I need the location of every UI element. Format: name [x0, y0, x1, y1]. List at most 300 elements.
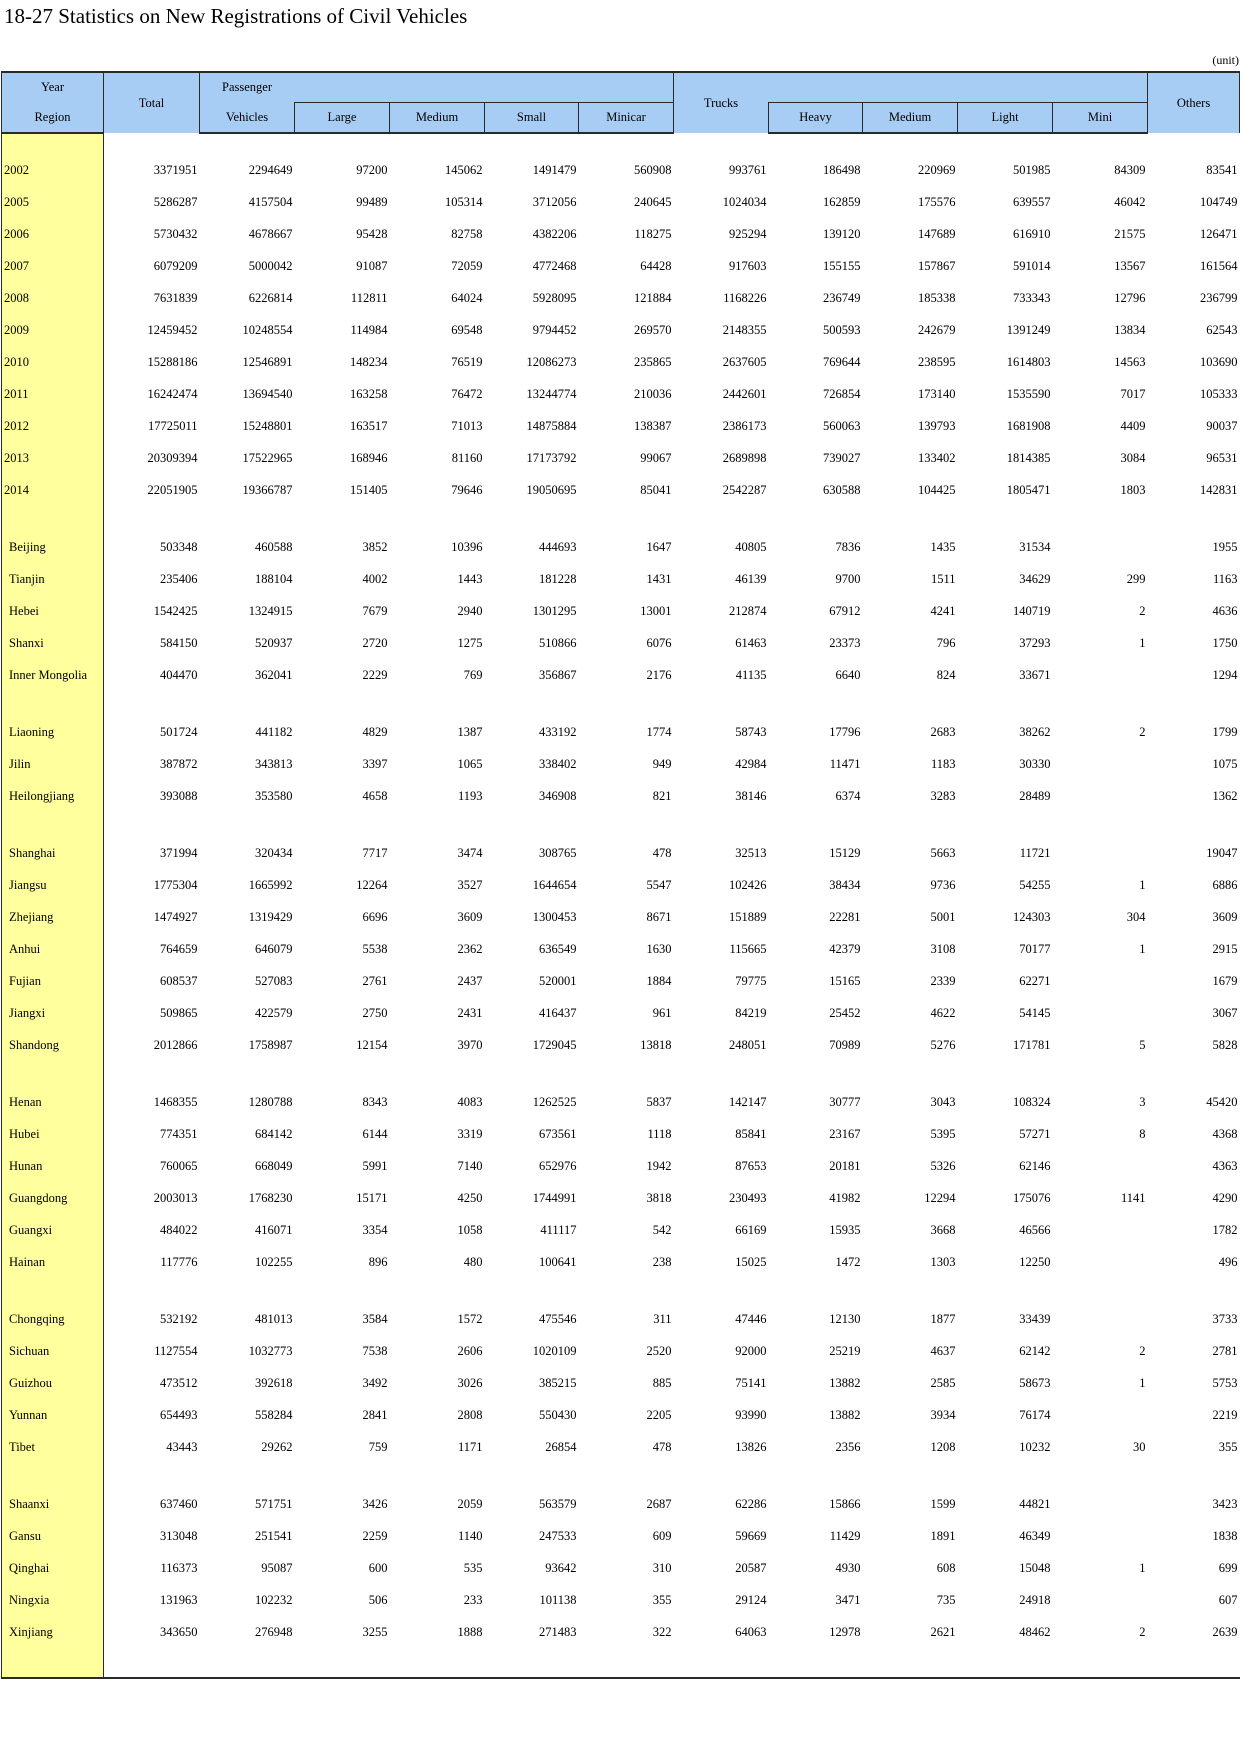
data-cell: 41135 — [735, 667, 767, 682]
data-cell: 769644 — [823, 354, 861, 369]
data-cell: 4409 — [1120, 418, 1146, 433]
data-cell: 22051905 — [147, 482, 198, 497]
data-cell: 2362 — [457, 941, 483, 956]
data-cell: 506 — [368, 1592, 388, 1607]
data-cell: 15025 — [735, 1254, 767, 1269]
data-cell: 480 — [463, 1254, 483, 1269]
data-cell: 1758987 — [248, 1037, 293, 1052]
data-cell: 23167 — [829, 1126, 861, 1141]
data-cell: 4382206 — [532, 226, 577, 241]
row-label-spacer — [2, 1648, 104, 1678]
data-cell: 99489 — [356, 194, 388, 209]
data-cell: 308765 — [539, 845, 577, 860]
data-cell: 1280788 — [248, 1094, 293, 1109]
data-cell: 1472 — [835, 1254, 861, 1269]
data-cell — [1053, 1399, 1148, 1431]
row-label-spacer — [2, 812, 104, 837]
row-label: Anhui — [2, 933, 104, 965]
data-cell: 163517 — [350, 418, 388, 433]
empty-cell — [579, 1278, 674, 1303]
data-cell: 19050695 — [526, 482, 577, 497]
empty-cell — [485, 812, 579, 837]
data-cell: 115665 — [729, 941, 767, 956]
data-cell: 4829 — [362, 724, 388, 739]
table-row — [2, 627, 1240, 659]
table-row — [2, 965, 1240, 997]
data-cell: 2294649 — [248, 162, 293, 177]
data-cell: 2012866 — [153, 1037, 198, 1052]
data-cell: 1065 — [457, 756, 483, 771]
data-cell: 38262 — [1019, 724, 1051, 739]
header-region: Region — [2, 103, 104, 134]
data-cell: 3609 — [1212, 909, 1238, 924]
data-cell: 81160 — [451, 450, 483, 465]
data-cell: 896 — [368, 1254, 388, 1269]
data-cell: 57271 — [1019, 1126, 1051, 1141]
data-cell: 7679 — [362, 603, 388, 618]
data-cell: 639557 — [1013, 194, 1051, 209]
data-cell: 925294 — [729, 226, 767, 241]
data-cell: 114984 — [350, 322, 388, 337]
empty-cell — [958, 1463, 1053, 1488]
vehicle-registrations-table — [1, 71, 1240, 1679]
data-cell: 3067 — [1212, 1005, 1238, 1020]
data-cell: 609 — [652, 1528, 672, 1543]
data-cell: 1127554 — [154, 1343, 198, 1358]
row-label: Beijing — [2, 531, 104, 563]
data-cell: 4290 — [1212, 1190, 1238, 1205]
data-cell: 356867 — [539, 667, 577, 682]
row-label: Qinghai — [2, 1552, 104, 1584]
data-cell: 1511 — [930, 571, 956, 586]
data-cell: 17796 — [829, 724, 861, 739]
header-others: Others — [1148, 72, 1240, 133]
data-cell: 102232 — [255, 1592, 293, 1607]
data-cell: 584150 — [160, 635, 198, 650]
data-cell: 8343 — [362, 1094, 388, 1109]
empty-cell — [104, 1061, 200, 1086]
data-cell: 2639 — [1212, 1624, 1238, 1639]
data-cell: 3426 — [362, 1496, 388, 1511]
table-row — [2, 997, 1240, 1029]
data-cell: 6076 — [646, 635, 672, 650]
data-cell: 142831 — [1200, 482, 1238, 497]
data-cell: 478 — [652, 845, 672, 860]
data-cell: 238595 — [918, 354, 956, 369]
data-cell: 13834 — [1114, 322, 1146, 337]
data-cell: 1644654 — [532, 877, 577, 892]
data-cell: 320434 — [255, 845, 293, 860]
data-cell: 5000042 — [248, 258, 293, 273]
data-cell: 481013 — [255, 1311, 293, 1326]
data-cell: 5663 — [930, 845, 956, 860]
data-cell: 441182 — [255, 724, 293, 739]
data-cell: 61463 — [735, 635, 767, 650]
data-cell: 2205 — [646, 1407, 672, 1422]
data-cell: 1391249 — [1006, 322, 1051, 337]
data-cell: 1888 — [457, 1624, 483, 1639]
data-cell: 124303 — [1013, 909, 1051, 924]
data-cell: 501724 — [160, 724, 198, 739]
empty-cell — [863, 1278, 958, 1303]
empty-cell — [863, 506, 958, 531]
data-cell: 9700 — [835, 571, 861, 586]
data-cell: 759 — [368, 1439, 388, 1454]
row-label: Jiangxi — [2, 997, 104, 1029]
data-cell: 24918 — [1019, 1592, 1051, 1607]
data-cell: 8 — [1139, 1126, 1146, 1141]
data-cell: 2542287 — [722, 482, 767, 497]
data-cell: 76472 — [451, 386, 483, 401]
row-label: Xinjiang — [2, 1616, 104, 1648]
data-cell: 75141 — [735, 1375, 767, 1390]
empty-cell — [200, 1648, 295, 1678]
data-cell: 29262 — [261, 1439, 293, 1454]
empty-cell — [769, 812, 863, 837]
data-cell: 15935 — [829, 1222, 861, 1237]
data-cell: 2339 — [930, 973, 956, 988]
data-cell: 3970 — [457, 1037, 483, 1052]
data-cell: 646079 — [255, 941, 293, 956]
table-row — [2, 378, 1240, 410]
table-row — [2, 1150, 1240, 1182]
data-cell: 4772468 — [532, 258, 577, 273]
data-cell: 4622 — [930, 1005, 956, 1020]
data-cell: 15129 — [829, 845, 861, 860]
data-cell: 42984 — [735, 756, 767, 771]
row-label: Gansu — [2, 1520, 104, 1552]
data-cell: 2520 — [646, 1343, 672, 1358]
data-cell: 100641 — [539, 1254, 577, 1269]
data-cell: 46566 — [1019, 1222, 1051, 1237]
data-cell: 168946 — [350, 450, 388, 465]
data-cell: 1679 — [1212, 973, 1238, 988]
data-cell: 12546891 — [242, 354, 293, 369]
data-cell: 733343 — [1013, 290, 1051, 305]
row-label: 2010 — [2, 346, 104, 378]
data-cell: 6696 — [362, 909, 388, 924]
header-trucks: Trucks — [674, 72, 769, 133]
empty-cell — [200, 133, 295, 154]
data-cell: 46042 — [1114, 194, 1146, 209]
table-row — [2, 659, 1240, 691]
data-cell: 12796 — [1114, 290, 1146, 305]
data-cell: 760065 — [160, 1158, 198, 1173]
data-cell — [1053, 997, 1148, 1029]
data-cell: 235406 — [160, 571, 198, 586]
table-row — [2, 1584, 1240, 1616]
data-cell: 2808 — [457, 1407, 483, 1422]
data-cell: 22281 — [829, 909, 861, 924]
data-cell: 42379 — [829, 941, 861, 956]
table-body — [2, 133, 1240, 1678]
data-cell: 1 — [1139, 1375, 1146, 1390]
data-cell: 571751 — [255, 1496, 293, 1511]
data-cell: 242679 — [918, 322, 956, 337]
data-cell: 6226814 — [248, 290, 293, 305]
data-cell: 104749 — [1200, 194, 1238, 209]
data-cell: 6374 — [835, 788, 861, 803]
data-cell: 12154 — [356, 1037, 388, 1052]
data-cell: 6079209 — [153, 258, 198, 273]
data-cell: 2386173 — [722, 418, 767, 433]
data-cell: 30330 — [1019, 756, 1051, 771]
data-cell: 422579 — [255, 1005, 293, 1020]
empty-cell — [1053, 812, 1148, 837]
data-cell: 2621 — [930, 1624, 956, 1639]
data-cell: 1387 — [457, 724, 483, 739]
data-cell: 19366787 — [242, 482, 293, 497]
data-cell: 392618 — [255, 1375, 293, 1390]
table-row — [2, 218, 1240, 250]
empty-cell — [958, 691, 1053, 716]
data-cell: 155155 — [823, 258, 861, 273]
empty-cell — [863, 691, 958, 716]
data-cell: 5837 — [646, 1094, 672, 1109]
data-cell: 3255 — [362, 1624, 388, 1639]
data-cell: 1 — [1139, 1560, 1146, 1575]
data-cell: 2 — [1139, 724, 1146, 739]
data-cell: 173140 — [918, 386, 956, 401]
data-cell: 118275 — [634, 226, 672, 241]
data-cell: 993761 — [729, 162, 767, 177]
data-cell: 43443 — [166, 1439, 198, 1454]
spacer-row — [2, 133, 1240, 154]
data-cell: 1324915 — [248, 603, 293, 618]
empty-cell — [863, 1648, 958, 1678]
data-cell: 411117 — [540, 1222, 577, 1237]
empty-cell — [104, 1278, 200, 1303]
data-cell — [1053, 659, 1148, 691]
row-label: 2012 — [2, 410, 104, 442]
data-cell: 503348 — [160, 539, 198, 554]
data-cell: 3397 — [362, 756, 388, 771]
data-cell: 558284 — [255, 1407, 293, 1422]
row-label: Hubei — [2, 1118, 104, 1150]
data-cell: 4250 — [457, 1190, 483, 1205]
row-label-spacer — [2, 506, 104, 531]
data-cell: 13001 — [640, 603, 672, 618]
data-cell: 11721 — [1019, 845, 1051, 860]
empty-cell — [104, 812, 200, 837]
data-cell: 15866 — [829, 1496, 861, 1511]
empty-cell — [579, 1061, 674, 1086]
data-cell: 186498 — [823, 162, 861, 177]
data-cell: 1435 — [930, 539, 956, 554]
data-cell: 5753 — [1212, 1375, 1238, 1390]
data-cell: 3474 — [457, 845, 483, 860]
empty-cell — [958, 812, 1053, 837]
data-cell: 6640 — [835, 667, 861, 682]
data-cell: 44821 — [1019, 1496, 1051, 1511]
empty-cell — [579, 133, 674, 154]
data-cell: 1750 — [1212, 635, 1238, 650]
spacer-row — [2, 1061, 1240, 1086]
data-cell: 310 — [652, 1560, 672, 1575]
data-cell: 13826 — [735, 1439, 767, 1454]
data-cell: 117776 — [160, 1254, 198, 1269]
data-cell: 532192 — [160, 1311, 198, 1326]
row-label: Hunan — [2, 1150, 104, 1182]
data-cell: 652976 — [539, 1158, 577, 1173]
row-label: 2007 — [2, 250, 104, 282]
data-cell: 10248554 — [242, 322, 293, 337]
data-cell: 236749 — [823, 290, 861, 305]
data-cell: 15171 — [356, 1190, 388, 1205]
data-cell — [1053, 748, 1148, 780]
data-cell: 608537 — [160, 973, 198, 988]
data-cell: 299 — [1126, 571, 1146, 586]
data-cell: 1 — [1139, 635, 1146, 650]
data-cell: 1 — [1139, 941, 1146, 956]
data-cell: 2 — [1139, 1343, 1146, 1358]
empty-cell — [1053, 506, 1148, 531]
data-cell: 138387 — [634, 418, 672, 433]
empty-cell — [390, 1278, 485, 1303]
data-cell: 1208 — [930, 1439, 956, 1454]
data-cell: 3319 — [457, 1126, 483, 1141]
table-row — [2, 1616, 1240, 1648]
header-large: Large — [295, 103, 390, 134]
data-cell: 1168226 — [723, 290, 767, 305]
row-label: 2002 — [2, 154, 104, 186]
row-label: Shaanxi — [2, 1488, 104, 1520]
data-cell: 371994 — [160, 845, 198, 860]
data-cell: 3084 — [1120, 450, 1146, 465]
data-cell: 1362 — [1212, 788, 1238, 803]
table-row — [2, 837, 1240, 869]
data-cell: 93642 — [545, 1560, 577, 1575]
data-cell: 2915 — [1212, 941, 1238, 956]
data-cell: 1443 — [457, 571, 483, 586]
data-cell: 210036 — [634, 386, 672, 401]
row-label: Zhejiang — [2, 901, 104, 933]
data-cell: 84219 — [735, 1005, 767, 1020]
data-cell: 5547 — [646, 877, 672, 892]
row-label: Chongqing — [2, 1303, 104, 1335]
table-row — [2, 869, 1240, 901]
data-cell: 2229 — [362, 667, 388, 682]
data-cell: 67912 — [829, 603, 861, 618]
data-cell: 79646 — [451, 482, 483, 497]
data-cell: 93990 — [735, 1407, 767, 1422]
data-cell: 496 — [1218, 1254, 1238, 1269]
empty-cell — [104, 1463, 200, 1488]
data-cell: 885 — [652, 1375, 672, 1390]
empty-cell — [674, 1463, 769, 1488]
table-row — [2, 250, 1240, 282]
data-cell: 2 — [1139, 603, 1146, 618]
data-cell: 520937 — [255, 635, 293, 650]
data-cell: 2437 — [457, 973, 483, 988]
data-cell: 510866 — [539, 635, 577, 650]
data-cell: 147689 — [918, 226, 956, 241]
data-cell: 46349 — [1019, 1528, 1051, 1543]
row-label: Henan — [2, 1086, 104, 1118]
empty-cell — [1148, 133, 1240, 154]
row-label: 2006 — [2, 218, 104, 250]
data-cell: 1183 — [930, 756, 956, 771]
data-cell: 1665992 — [248, 877, 293, 892]
table-row — [2, 1367, 1240, 1399]
data-cell: 188104 — [255, 571, 293, 586]
data-cell: 353580 — [255, 788, 293, 803]
data-cell: 3584 — [362, 1311, 388, 1326]
data-cell: 4678667 — [248, 226, 293, 241]
data-cell: 33439 — [1019, 1311, 1051, 1326]
empty-cell — [579, 1463, 674, 1488]
data-cell: 6886 — [1212, 877, 1238, 892]
data-cell: 5828 — [1212, 1037, 1238, 1052]
data-cell: 949 — [652, 756, 672, 771]
data-cell: 37293 — [1019, 635, 1051, 650]
data-cell: 509865 — [160, 1005, 198, 1020]
empty-cell — [390, 691, 485, 716]
data-cell: 276948 — [255, 1624, 293, 1639]
empty-cell — [295, 691, 390, 716]
empty-cell — [200, 1463, 295, 1488]
spacer-row — [2, 1463, 1240, 1488]
data-cell: 560063 — [823, 418, 861, 433]
data-cell — [1053, 531, 1148, 563]
data-cell: 12978 — [829, 1624, 861, 1639]
data-cell: 247533 — [539, 1528, 577, 1543]
data-cell: 17725011 — [147, 418, 198, 433]
empty-cell — [200, 506, 295, 531]
data-cell: 30 — [1133, 1439, 1146, 1454]
empty-cell — [1053, 1648, 1148, 1678]
empty-cell — [769, 1278, 863, 1303]
empty-cell — [1053, 1278, 1148, 1303]
data-cell: 527083 — [255, 973, 293, 988]
data-cell: 796 — [936, 635, 956, 650]
data-cell: 7717 — [362, 845, 388, 860]
table-row — [2, 1399, 1240, 1431]
data-cell: 500593 — [823, 322, 861, 337]
data-cell: 3852 — [362, 539, 388, 554]
empty-cell — [579, 691, 674, 716]
empty-cell — [295, 1278, 390, 1303]
table-row — [2, 1303, 1240, 1335]
empty-cell — [485, 1648, 579, 1678]
empty-cell — [863, 1463, 958, 1488]
data-cell — [1053, 1520, 1148, 1552]
data-cell: 5286287 — [153, 194, 198, 209]
data-cell: 251541 — [255, 1528, 293, 1543]
row-label: Jiangsu — [2, 869, 104, 901]
row-label: Tianjin — [2, 563, 104, 595]
empty-cell — [104, 133, 200, 154]
table-row — [2, 1246, 1240, 1278]
data-cell: 161564 — [1200, 258, 1238, 273]
empty-cell — [674, 812, 769, 837]
data-cell: 90037 — [1206, 418, 1238, 433]
row-label: Inner Mongolia — [2, 659, 104, 691]
data-cell: 76174 — [1019, 1407, 1051, 1422]
data-cell: 460588 — [255, 539, 293, 554]
empty-cell — [200, 1061, 295, 1086]
header-mini: Mini — [1053, 103, 1148, 134]
empty-cell — [958, 1648, 1053, 1678]
table-row — [2, 442, 1240, 474]
data-cell: 12130 — [829, 1311, 861, 1326]
data-cell: 116373 — [160, 1560, 198, 1575]
data-cell: 1744991 — [532, 1190, 577, 1205]
empty-cell — [1148, 1648, 1240, 1678]
table-row — [2, 314, 1240, 346]
data-cell: 17522965 — [242, 450, 293, 465]
data-cell: 102255 — [255, 1254, 293, 1269]
